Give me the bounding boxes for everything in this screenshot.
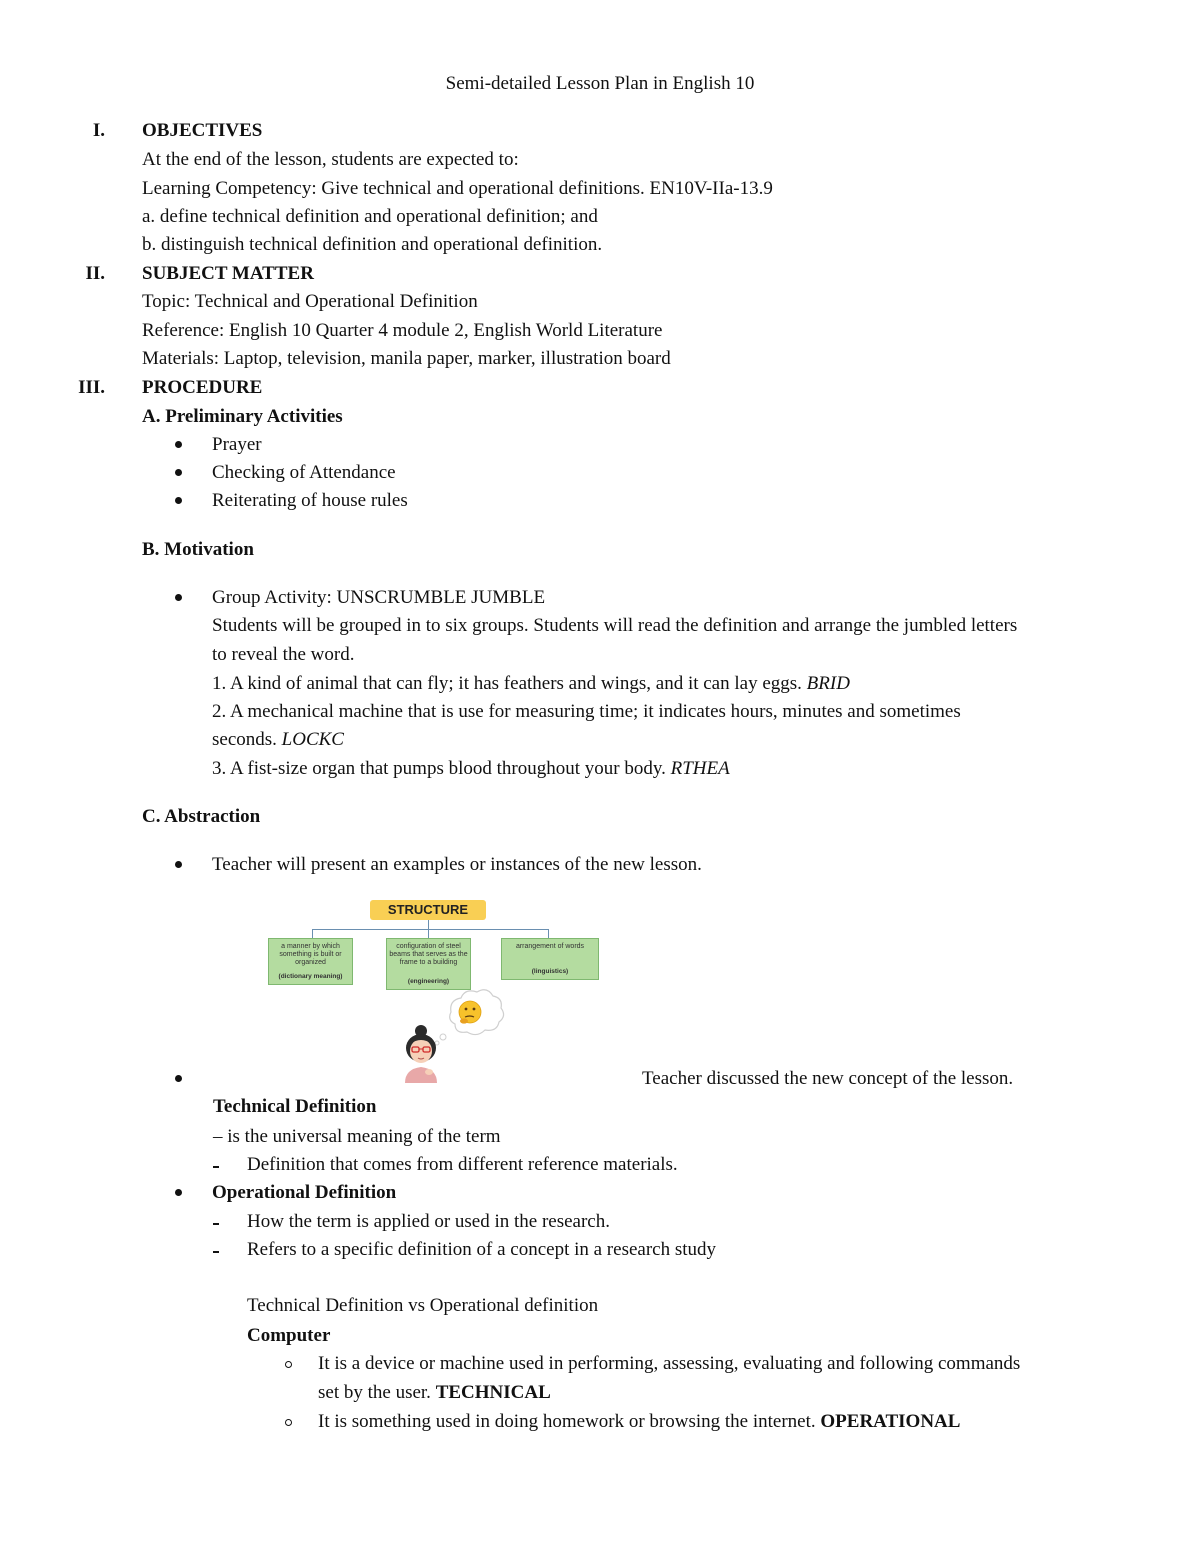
- diagram-box-linguistics: [501, 938, 599, 980]
- objective-item: b. distinguish technical definition and operational definition.: [142, 234, 603, 255]
- connector-line: [548, 929, 549, 938]
- connector-line: [428, 920, 429, 929]
- diagram-title: STRUCTURE: [370, 900, 486, 920]
- connector-line: [312, 929, 313, 938]
- circle-bullet: [285, 1419, 292, 1426]
- emoji-hand: [460, 1018, 468, 1023]
- activity-description: Students will be grouped in to six groups. Students will read the definition and arrange the jumbled letters: [212, 615, 1018, 636]
- operational-definition-heading: Operational Definition: [212, 1182, 397, 1203]
- example-text: It is something used in doing homework or browsing the internet.: [318, 1411, 816, 1432]
- question-text: 3. A fist-size organ that pumps blood throughout your body.: [212, 758, 666, 779]
- jumble-question-2-cont: [212, 728, 344, 752]
- jumbled-answer: BRID: [806, 673, 850, 694]
- objectives-intro: At the end of the lesson, students are expected to:: [142, 149, 519, 170]
- dash-marker: [213, 1223, 219, 1225]
- shirt: [405, 1067, 437, 1083]
- section-heading-procedure: PROCEDURE: [142, 377, 263, 398]
- connector-line: [312, 929, 548, 930]
- reference-line: Reference: English 10 Quarter 4 module 2, English World Literature: [142, 320, 663, 341]
- comparison-heading: Technical Definition vs Operational definition: [247, 1295, 599, 1316]
- materials-line: Materials: Laptop, television, manila paper, marker, illustration board: [142, 348, 671, 369]
- bullet-dot: [175, 1075, 182, 1082]
- document-title: Semi-detailed Lesson Plan in English 10: [445, 73, 755, 94]
- jumble-question-3: [212, 757, 730, 781]
- diagram-box-dictionary: [268, 938, 353, 985]
- jumbled-answer: LOCKC: [281, 729, 344, 750]
- section-number-objectives: I.: [92, 120, 105, 141]
- dash-marker: [213, 1166, 219, 1168]
- activity-description-cont: to reveal the word.: [212, 644, 355, 665]
- jumble-question-1: [212, 672, 850, 696]
- example-label-operational: OPERATIONAL: [820, 1411, 961, 1432]
- objective-item: a. define technical definition and operational definition; and: [142, 206, 598, 227]
- box-text: a manner by which something is built or organized: [279, 943, 342, 966]
- jumbled-answer: RTHEA: [670, 758, 730, 779]
- example-technical: It is a device or machine used in performing, assessing, evaluating and following commands: [318, 1353, 1021, 1374]
- bullet-dot: [175, 594, 182, 601]
- preliminary-item: Reiterating of house rules: [212, 490, 408, 511]
- jumble-question-2: 2. A mechanical machine that is use for measuring time; it indicates hours, minutes and sometimes: [212, 701, 961, 722]
- box-text: configuration of steel beams that serves as the frame to a building: [389, 943, 468, 966]
- abstraction-bullet-1: Teacher will present an examples or instances of the new lesson.: [212, 854, 702, 875]
- box-tag: (engineering): [407, 978, 450, 985]
- example-technical-cont: [318, 1381, 551, 1405]
- diagram-box-engineering: [386, 938, 471, 990]
- thought-dot: [435, 1041, 439, 1045]
- bullet-dot: [175, 441, 182, 448]
- technical-definition-heading: Technical Definition: [213, 1096, 377, 1117]
- emoji-eye: [473, 1008, 476, 1011]
- abstraction-bullet-2: Teacher discussed the new concept of the lesson.: [642, 1068, 1014, 1089]
- bullet-dot: [175, 497, 182, 504]
- bullet-dot: [175, 1189, 182, 1196]
- box-text: arrangement of words: [515, 943, 585, 950]
- operational-definition-line: How the term is applied or used in the research.: [247, 1211, 610, 1232]
- dash-marker: [213, 1251, 219, 1253]
- emoji-eye: [465, 1008, 468, 1011]
- subheading-preliminary: A. Preliminary Activities: [142, 406, 343, 427]
- bullet-dot: [175, 469, 182, 476]
- technical-definition-line: – is the universal meaning of the term: [213, 1126, 501, 1147]
- learning-competency: Learning Competency: Give technical and operational definitions. EN10V-IIa-13.9: [142, 178, 773, 199]
- box-tag: (dictionary meaning): [278, 973, 343, 980]
- bullet-dot: [175, 861, 182, 868]
- subheading-motivation: B. Motivation: [142, 539, 254, 560]
- example-text: set by the user.: [318, 1382, 431, 1403]
- subheading-abstraction: C. Abstraction: [142, 806, 261, 827]
- section-number-procedure: III.: [78, 377, 105, 398]
- group-activity-title: Group Activity: UNSCRUMBLE JUMBLE: [212, 587, 546, 608]
- section-heading-subject-matter: SUBJECT MATTER: [142, 263, 314, 284]
- connector-line: [428, 929, 429, 938]
- example-operational: [318, 1410, 960, 1434]
- preliminary-item: Prayer: [212, 434, 262, 455]
- thinking-teacher-icon: [399, 988, 509, 1083]
- section-heading-objectives: OBJECTIVES: [142, 120, 263, 141]
- structure-diagram: [265, 893, 610, 1083]
- question-text: seconds.: [212, 729, 277, 750]
- thought-dot: [440, 1034, 446, 1040]
- box-tag: (linguistics): [531, 968, 569, 975]
- operational-definition-line: Refers to a specific definition of a concept in a research study: [247, 1239, 717, 1260]
- comparison-term: Computer: [247, 1325, 331, 1346]
- preliminary-item: Checking of Attendance: [212, 462, 396, 483]
- topic-line: Topic: Technical and Operational Definition: [142, 291, 478, 312]
- technical-definition-line: Definition that comes from different reference materials.: [247, 1154, 678, 1175]
- question-text: 1. A kind of animal that can fly; it has feathers and wings, and it can lay eggs.: [212, 673, 802, 694]
- circle-bullet: [285, 1361, 292, 1368]
- example-label-technical: TECHNICAL: [435, 1382, 551, 1403]
- section-number-subject-matter: II.: [85, 263, 105, 284]
- hand: [425, 1069, 433, 1075]
